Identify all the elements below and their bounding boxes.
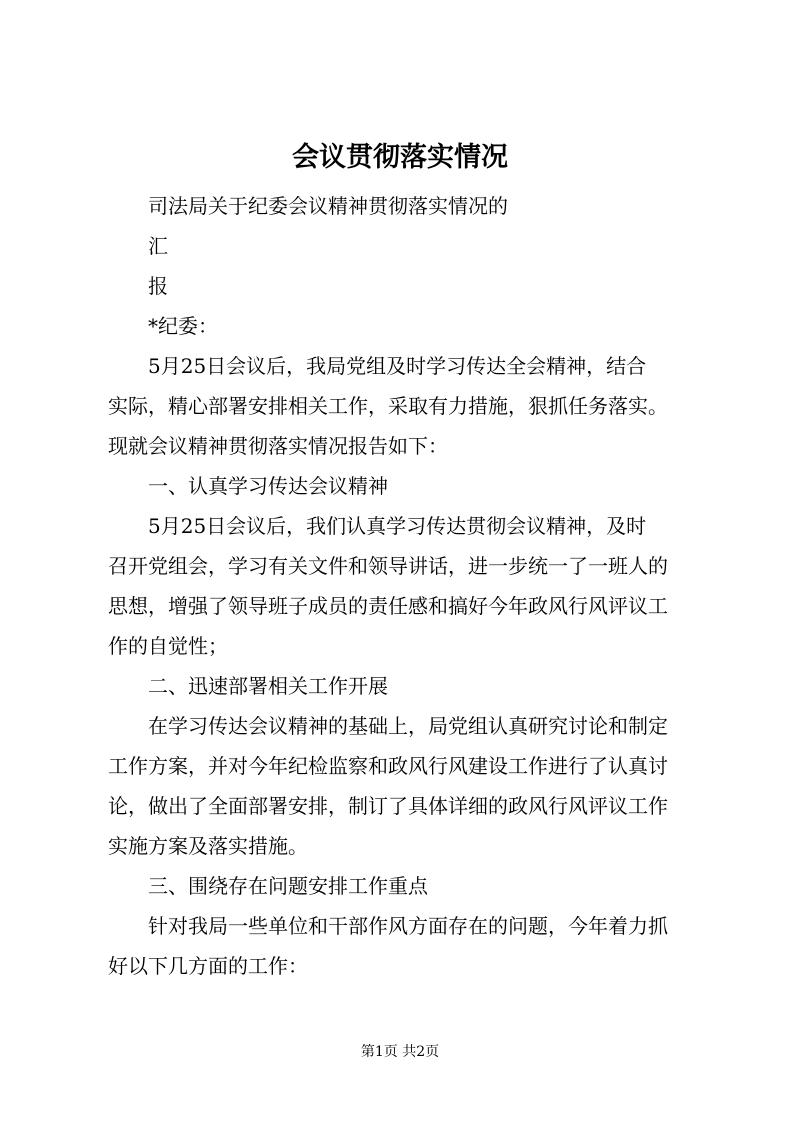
body-line: 思想，增强了领导班子成员的责任感和搞好今年政风行风评议工 — [108, 594, 668, 618]
section-heading: 二、迅速部署相关工作开展 — [148, 674, 388, 698]
body-line: 在学习传达会议精神的基础上，局党组认真研究讨论和制定 — [148, 714, 668, 738]
body-line: 针对我局一些单位和干部作风方面存在的问题，今年着力抓 — [148, 914, 668, 938]
body-line: 实施方案及落实措施。 — [108, 834, 308, 858]
body-line: 工作方案，并对今年纪检监察和政风行风建设工作进行了认真讨 — [108, 754, 668, 778]
section-heading: 三、围绕存在问题安排工作重点 — [148, 874, 428, 898]
body-line: 好以下几方面的工作： — [108, 954, 308, 978]
body-line: 5月25日会议后，我们认真学习传达贯彻会议精神，及时 — [148, 514, 647, 538]
body-line: 论，做出了全面部署安排，制订了具体详细的政风行风评议工作 — [108, 794, 668, 818]
body-line: 召开党组会，学习有关文件和领导讲话，进一步统一了一班人的 — [108, 554, 668, 578]
body-line: 作的自觉性； — [108, 634, 228, 658]
body-line: 5月25日会议后，我局党组及时学习传达全会精神，结合 — [148, 354, 647, 378]
body-line: 报 — [148, 274, 168, 298]
body-line: 汇 — [148, 234, 168, 258]
body-line: *纪委： — [148, 314, 218, 338]
section-heading: 一、认真学习传达会议精神 — [148, 474, 388, 498]
document-body — [108, 186, 698, 986]
page-number-footer: 第1页 共2页 — [360, 1044, 440, 1060]
body-line: 实际，精心部署安排相关工作，采取有力措施，狠抓任务落实。 — [108, 394, 668, 418]
document-title: 会议贯彻落实情况 — [292, 142, 508, 173]
body-line: 现就会议精神贯彻落实情况报告如下： — [108, 434, 448, 458]
body-line: 司法局关于纪委会议精神贯彻落实情况的 — [148, 194, 508, 218]
